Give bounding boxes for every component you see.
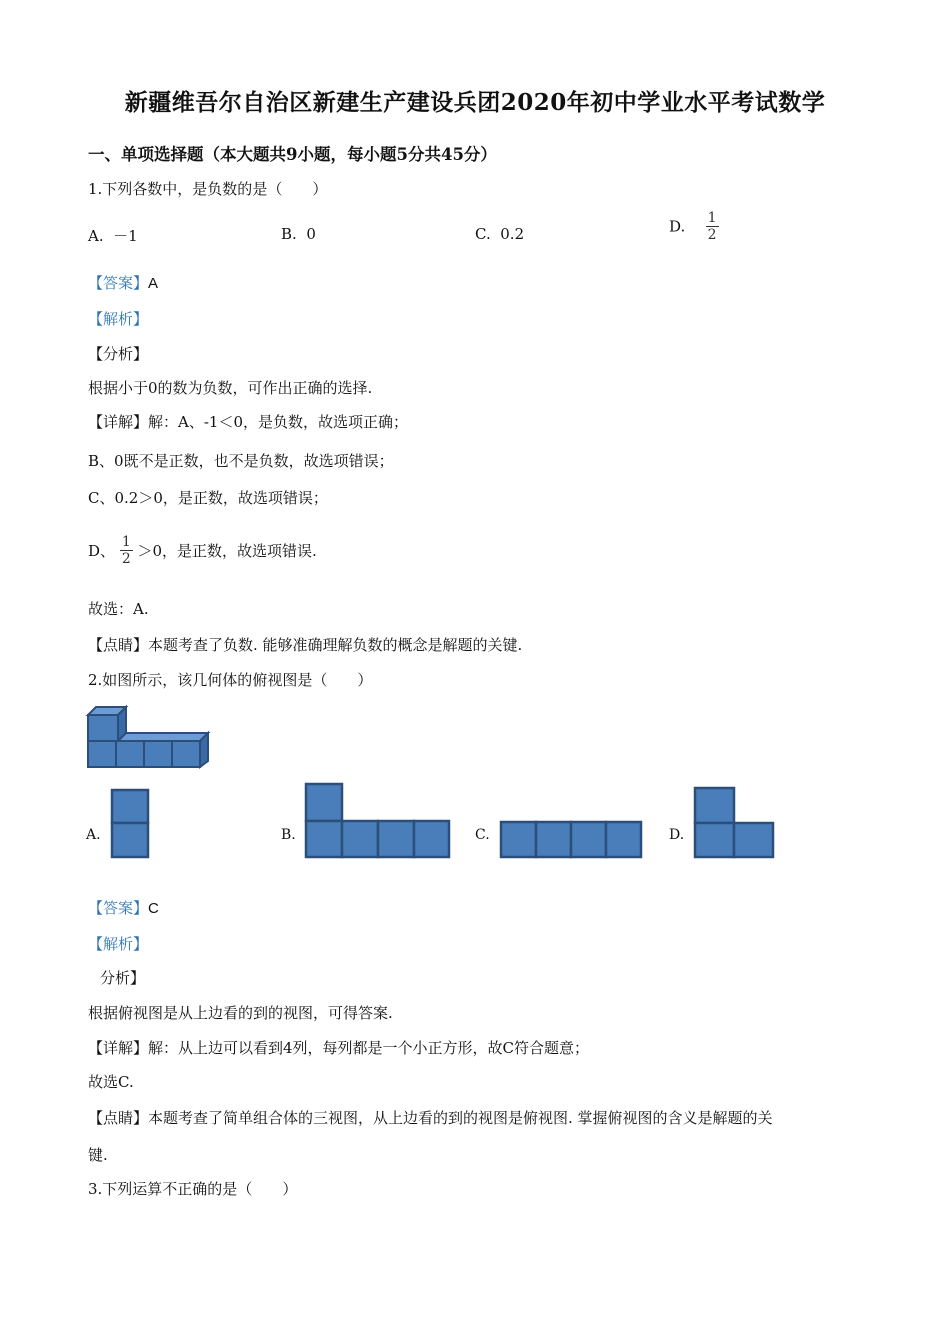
q1-option-d	[669, 210, 719, 243]
q2-option-c-figure	[500, 821, 642, 858]
q1-option-b-label: B.	[281, 225, 297, 243]
answer-value: A	[148, 275, 159, 292]
square	[378, 821, 414, 857]
q1-stem: 1.下列各数中，是负数的是（ ）	[88, 180, 328, 198]
cube-front-face	[88, 741, 116, 767]
q1-option-b-value: 0	[306, 225, 316, 243]
dianjing-text: 本题考查了负数. 能够准确理解负数的概念是解题的关键.	[148, 636, 523, 654]
cube-front-face	[116, 741, 144, 767]
q1-choose: 故选：A.	[88, 600, 149, 618]
q1-line-c: C、0.2＞0，是正数，故选项错误；	[88, 489, 328, 507]
q2-fenxi-text: 根据俯视图是从上边看的到的视图，可得答案.	[88, 1004, 393, 1022]
q1-fenxi-text: 根据小于0的数为负数，可作出正确的选择.	[88, 379, 373, 397]
detail-text: 解：从上边可以看到4列，每列都是一个小正方形，故C符合题意；	[148, 1039, 590, 1057]
square	[342, 821, 378, 857]
answer-tag: 【答案】	[88, 899, 149, 917]
q1-dianjing	[88, 634, 522, 655]
line-d-prefix: D、	[88, 542, 116, 560]
q1-option-a-value: －1	[113, 227, 138, 245]
square	[414, 821, 449, 857]
fraction-numerator: 1	[707, 210, 717, 226]
section-heading: 一、单项选择题（本大题共9小题，每小题5分共45分）	[88, 145, 497, 164]
fraction-numerator: 1	[121, 534, 131, 550]
line-d-fraction	[120, 534, 133, 567]
q2-option-b-label: B.	[281, 827, 296, 843]
answer-tag: 【答案】	[88, 274, 149, 292]
q1-detail	[88, 411, 408, 432]
q1-option-d-fraction	[706, 210, 719, 243]
q1-option-a-label: A.	[88, 227, 104, 245]
cube-front-face	[144, 741, 172, 767]
q2-answer	[88, 897, 159, 918]
cube-front-face	[88, 715, 118, 741]
square	[536, 822, 571, 857]
q2-choose: 故选C.	[88, 1073, 134, 1091]
q2-option-a-label: A.	[86, 827, 101, 843]
fraction-denominator: 2	[121, 551, 131, 567]
q2-dianjing-tail: 键.	[88, 1146, 108, 1164]
detail-tag: 【详解】	[88, 1039, 149, 1057]
dianjing-tag: 【点睛】	[88, 636, 149, 654]
square	[112, 823, 148, 857]
dianjing-text: 本题考查了简单组合体的三视图，从上边看的到的视图是俯视图. 掌握俯视图的含义是解题的关	[148, 1109, 773, 1127]
q1-line-b: B、0既不是正数，也不是负数，故选项错误；	[88, 452, 394, 470]
q2-option-c-label: C.	[475, 827, 490, 843]
q2-option-b-figure	[305, 783, 451, 858]
q1-analysis-tag: 【解析】	[88, 310, 149, 328]
q2-option-a-figure	[111, 789, 149, 859]
square	[571, 822, 606, 857]
q1-option-c-label: C.	[475, 225, 491, 243]
q2-option-d-figure	[694, 787, 775, 858]
q1-fenxi-tag: 【分析】	[88, 345, 149, 363]
q1-answer	[88, 272, 158, 293]
q2-solid-figure	[86, 705, 210, 769]
square	[306, 784, 342, 821]
square	[501, 822, 536, 857]
dianjing-tag: 【点睛】	[88, 1109, 149, 1127]
q2-analysis-tag: 【解析】	[88, 935, 149, 953]
square	[695, 823, 734, 857]
detail-text: 解：A、-1＜0，是负数，故选项正确；	[148, 413, 409, 431]
q2-fenxi-tag: 分析】	[100, 969, 146, 987]
q2-stem: 2.如图所示，该几何体的俯视图是（ ）	[88, 671, 373, 689]
page-title: 新疆维吾尔自治区新建生产建设兵团2020年初中学业水平考试数学	[124, 89, 826, 116]
line-d-suffix: ＞0，是正数，故选项错误.	[137, 542, 317, 560]
fraction-denominator: 2	[707, 227, 717, 243]
q2-option-d-label: D.	[669, 827, 685, 843]
square	[306, 821, 342, 857]
q1-option-b	[281, 225, 316, 243]
q1-option-d-label: D.	[669, 217, 686, 236]
q1-option-a	[88, 225, 138, 246]
row-top-face	[118, 733, 208, 741]
detail-tag: 【详解】	[88, 413, 149, 431]
q2-detail	[88, 1037, 589, 1058]
square	[734, 823, 773, 857]
square	[606, 822, 641, 857]
square	[112, 790, 148, 823]
q1-line-d	[88, 534, 317, 567]
q2-dianjing	[88, 1107, 773, 1128]
q3-stem: 3.下列运算不正确的是（ ）	[88, 1180, 298, 1198]
cube-front-face	[172, 741, 200, 767]
answer-value: C	[148, 900, 159, 917]
q1-option-c	[475, 225, 524, 243]
square	[695, 788, 734, 823]
q1-option-c-value: 0.2	[500, 225, 525, 243]
